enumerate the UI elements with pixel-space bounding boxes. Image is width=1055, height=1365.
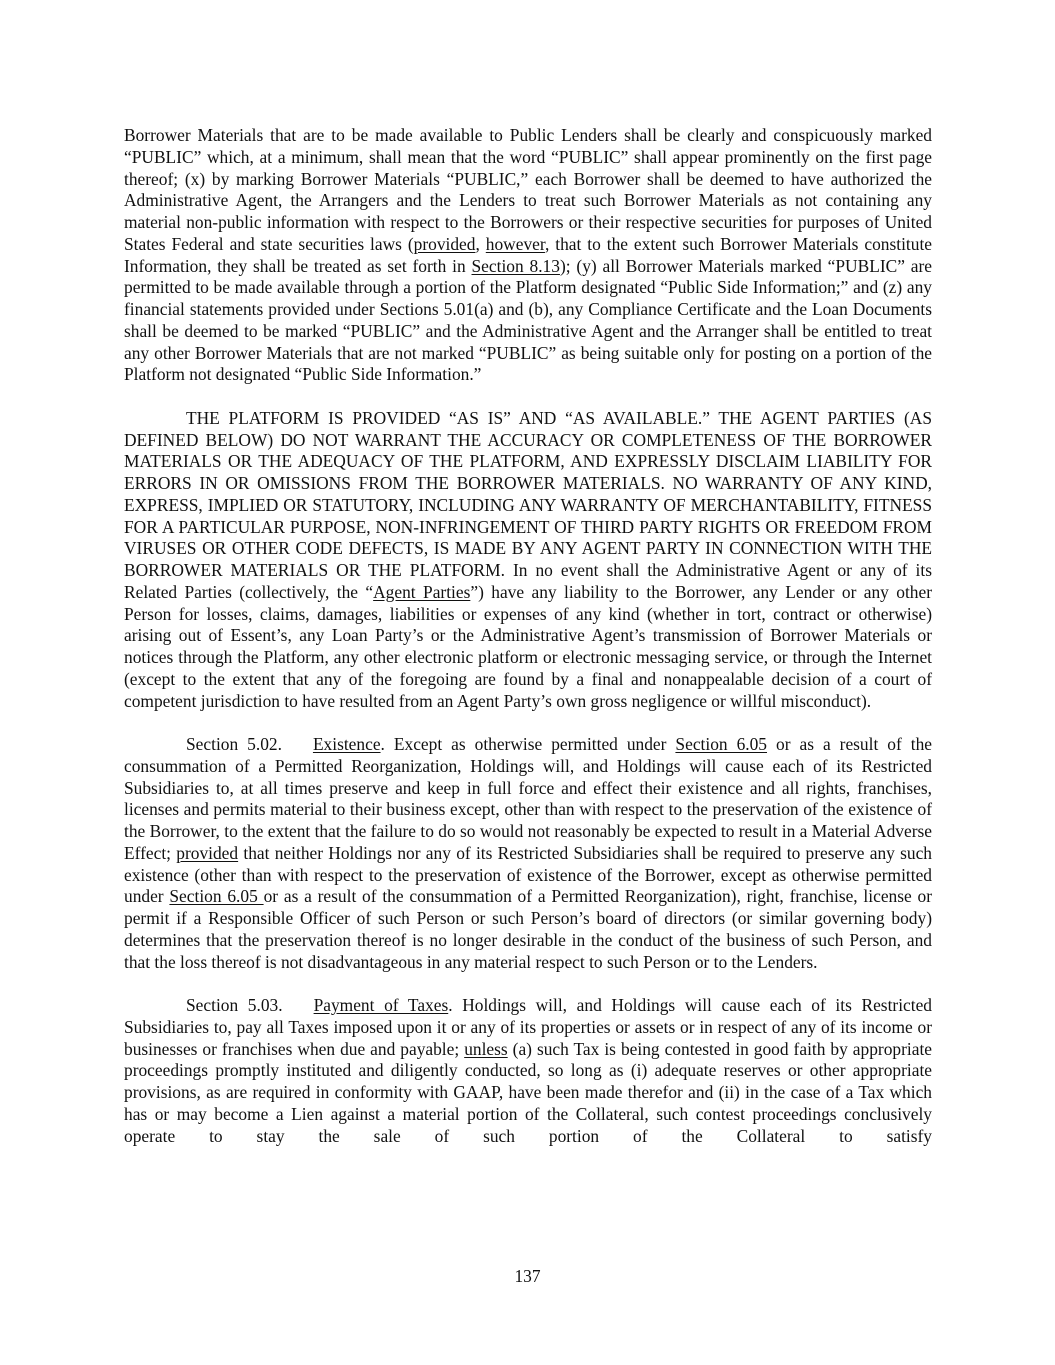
text: , [475,233,486,254]
text: . Holdings will, and Holdings will cause each of its Restricted Subsidiaries to, pay all Taxes imposed upon it or any of its properties or assets or in respect of any of its income or businesses or franchises when due and payable; [124,995,932,1059]
text: that neither Holdings nor any of its Restricted Subsidiaries shall be required to preserve any such existence (other than with respect to the preservation of existence of the Borrower, except as otherwise permitted under [124,842,932,907]
text: ”) have any liability to the Borrower, any Lender or any other Person for losses, claims, damages, liabilities or expenses of any kind (whether in tort, contract or otherwise) arising out of Essent’s, any Loan Party’s or the Administrative Agent’s transmission of Borrower Materials or notices through the Platform, any other electronic platform or electronic messaging service, or through the Internet (except to the extent that any of the foregoing are found by a final and nonappealable decision of a court of competent jurisdiction to have resulted from an Agent Party’s own gross negligence or willful misconduct). [124,581,932,711]
text: , that to the extent such Borrower Materials constitute Information, they shall be treated as set forth in [124,233,932,276]
section-reference: Section 6.05 [675,734,768,754]
page-number: 137 [514,1266,541,1286]
section-reference: Section 8.13 [471,255,560,276]
section-5-03-payment-of-taxes [124,995,932,1147]
text: Borrower Materials that are to be made available to Public Lenders shall be clearly and conspicuously marked “PUBLIC” which, at a minimum, shall mean that the word “PUBLIC” shall appear prominently on the first page thereof; (x) by marking Borrower Materials “PUBLIC,” each Borrower shall be deemed to have authorized the Administrative Agent, the Arrangers and the Lenders to treat such Borrower Materials as not containing any material non-public information with respect to the Borrowers or their respective securities for purposes of United States Federal and state securities laws ( [124,125,932,254]
text: (a) such Tax is being contested in good faith by appropriate proceedings promptly instituted and diligently conducted, so long as (i) adequate reserves or other appropriate provisions, as are required in conformity with GAAP, have been made therefor and (ii) in the case of a Tax which has or may become a Lien against a material portion of the Collateral, such contest proceedings conclusively operate to stay the sale of such portion of the Collateral to satisfy [124,1038,932,1146]
text: THE PLATFORM IS PROVIDED “AS IS” AND “AS AVAILABLE.” THE AGENT PARTIES (AS DEFINED BELOW) DO NOT WARRANT THE ACCURACY OR COMPLETENESS OF THE BORROWER MATERIALS OR THE ADEQUACY OF THE PLATFORM, AND EXPRESSLY DISCLAIM LIABILITY FOR ERRORS IN OR OMISSIONS FROM THE BORROWER MATERIALS. NO WARRANTY OF ANY KIND, EXPRESS, IMPLIED OR STATUTORY, INCLUDING ANY WARRANTY OF MERCHANTABILITY, FITNESS FOR A PARTICULAR PURPOSE, NON-INFRINGEMENT OF THIRD PARTY RIGHTS OR FREEDOM FROM VIRUSES OR OTHER CODE DEFECTS, IS MADE BY ANY AGENT PARTY IN CONNECTION WITH THE BORROWER MATERIALS OR THE PLATFORM. In no event shall the Administrative Agent or any of its Related Parties (collectively, the “ [124,407,932,602]
section-number: Section 5.03. [186,995,283,1015]
document-page [124,125,932,1169]
text: . Except as otherwise permitted under [380,734,676,754]
defined-term-provided: provided [176,842,239,863]
section-reference: Section 6.05 [169,886,264,907]
text: or as a result of the consummation of a Permitted Reorganization, Holdings will, and Holdings will cause each of its Restricted Subsidiaries to, at all times preserve and keep in full force and effect their existence and all rights, franchises, licenses and permits material to their business except, other than with respect to the preservation of the existence of the Borrower, to the extent that the failure to do so would not reasonably be expected to result in a Material Adverse Effect; [124,734,932,863]
defined-term-provided: provided [413,233,476,254]
defined-term-unless: unless [464,1038,508,1059]
paragraph-platform-disclaimer [124,408,932,713]
section-number: Section 5.02. [186,734,282,754]
paragraph-public-materials [124,125,932,386]
defined-term-agent-parties: Agent Parties [373,581,471,602]
text: or as a result of the consummation of a Permitted Reorganization), right, franchise, license or permit if a Responsible Officer of such Person or such Person’s board of directors (or similar governing body) determines that the preservation thereof is no longer desirable in the conduct of the business of such Person, and that the loss thereof is not disadvantageous in any material respect to such Person or to the Lenders. [124,886,932,972]
section-5-02-existence [124,734,932,973]
text: ); (y) all Borrower Materials marked “PUBLIC” are permitted to be made available through a portion of the Platform designated “Public Side Information;” and (z) any financial statements provided under Sections 5.01(a) and (b), any Compliance Certificate and the Loan Documents shall be deemed to be marked “PUBLIC” and the Administrative Agent and the Arranger shall be entitled to treat any other Borrower Materials that are not marked “PUBLIC” as being suitable only for posting on a portion of the Platform not designated “Public Side Information.” [124,255,932,385]
section-title: Existence [312,734,381,754]
defined-term-however: however [485,233,545,254]
section-title: Payment of Taxes [313,995,449,1015]
